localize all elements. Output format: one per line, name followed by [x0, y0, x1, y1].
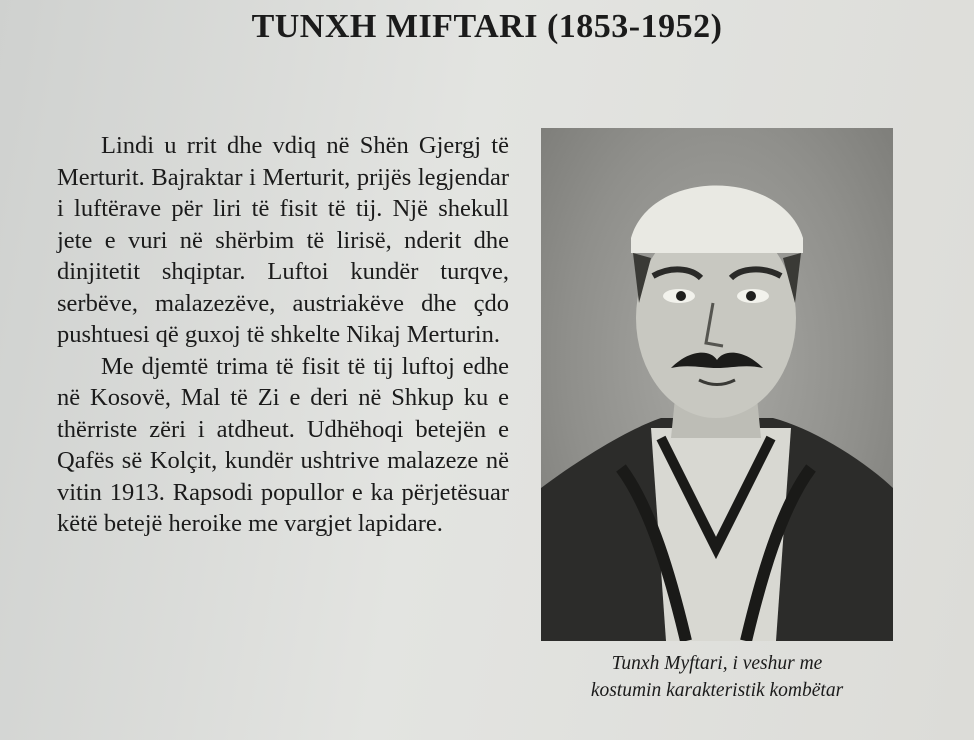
portrait-caption — [541, 650, 893, 704]
biography-paragraph-2: Me djemtë trima të fisit të tij luftoj edhe në Kosovë, Mal të Zi e deri në Shkup ku e thërriste zëri i atdheut. Udhëhoqi betejën e Qafës së Kolçit, kundër ushtrive malazeze në vitin 1913. Rapsodi popullor e ka përjetësuar këtë betejë heroike me vargjet lapidare. — [57, 352, 509, 537]
biography-text — [57, 130, 509, 540]
page-title: TUNXH MIFTARI (1853-1952) — [251, 8, 723, 45]
biography-paragraph-1: Lindi u rrit dhe vdiq në Shën Gjergj të Merturit. Bajraktar i Merturit, prijës legjendar i luftërave për liri të fisit të tij. Një shekull jete e vuri në shërbim të lirisë, nderit dhe dinjitetit shqiptar. Luftoi kundër turqve, serbëve, malazezëve, austriakëve dhe çdo pushtuesi që guxoj të shkelte Nikaj Merturin. — [57, 132, 509, 348]
caption-line-1: Tunxh Myftari, i veshur me — [611, 653, 823, 674]
caption-line-2: kostumin karakteristik kombëtar — [590, 680, 844, 701]
portrait-image — [541, 128, 893, 641]
